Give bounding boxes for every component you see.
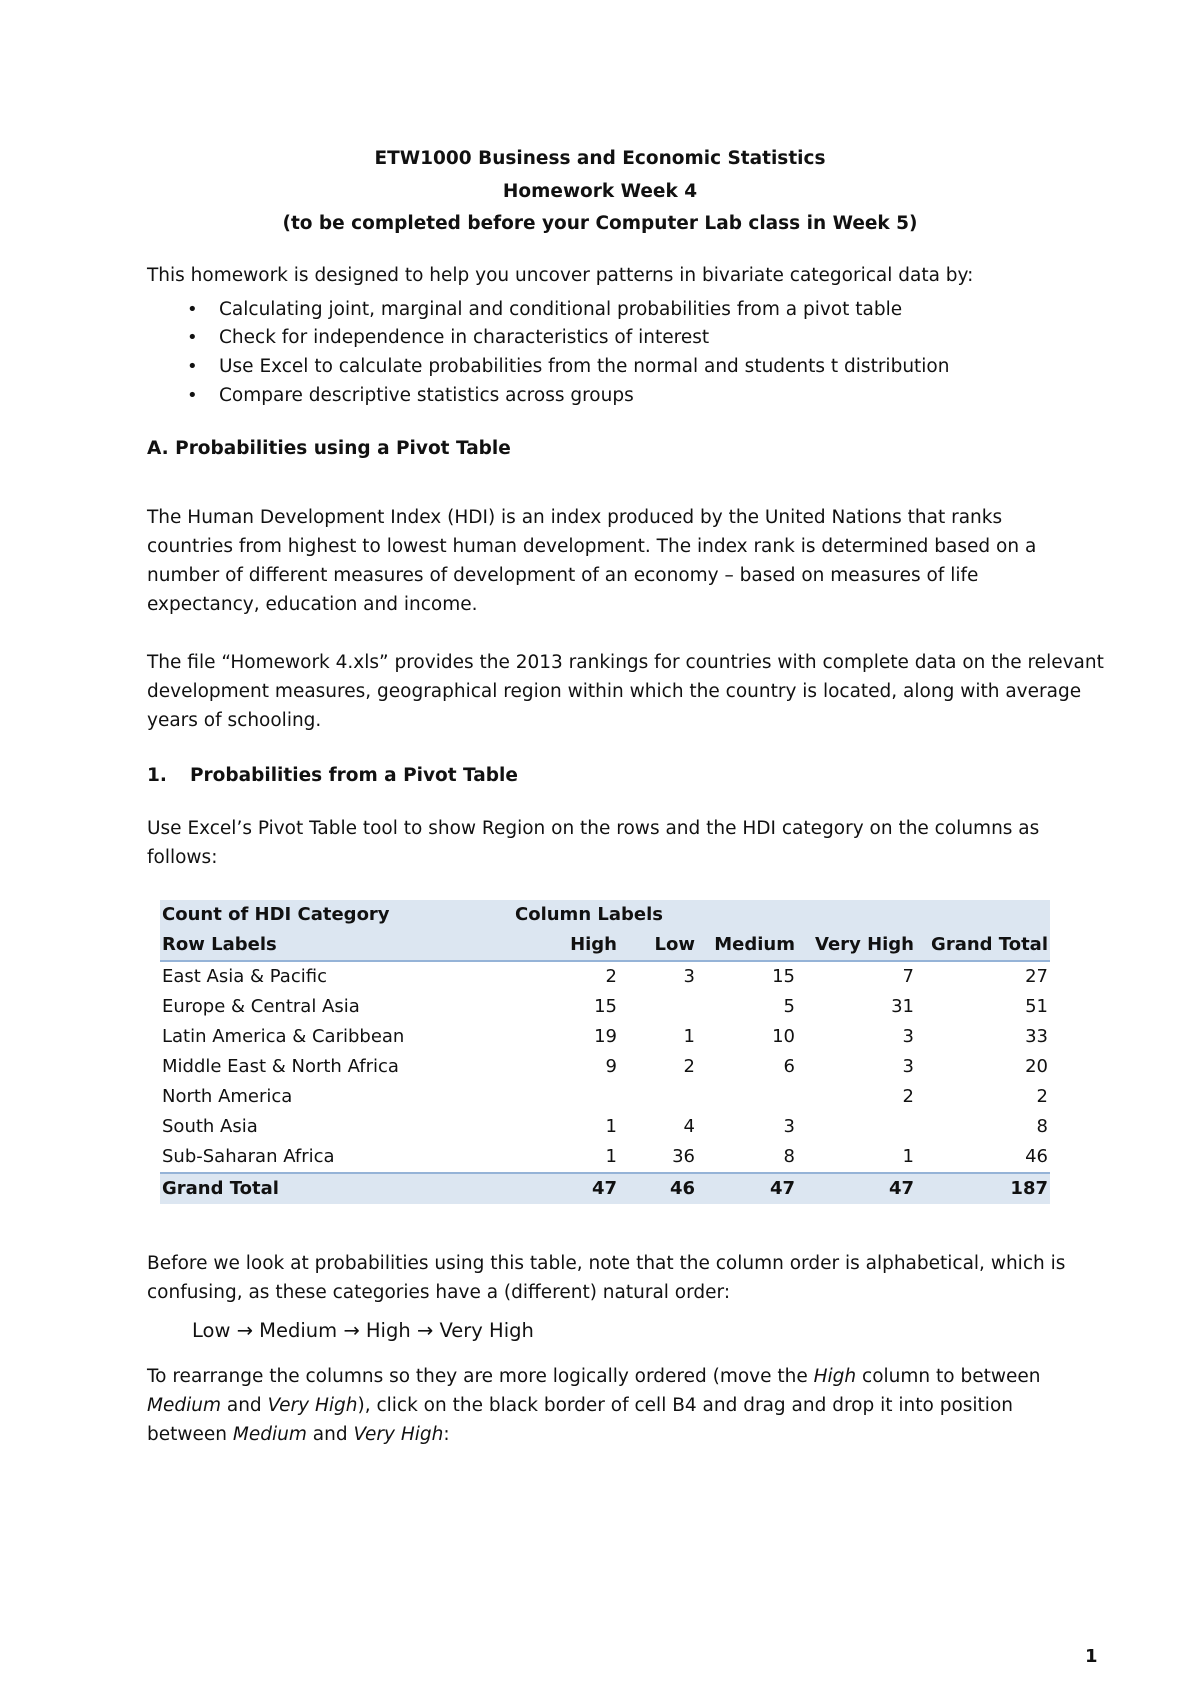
table-cell: 2 xyxy=(902,1086,914,1107)
table-cell: 46 xyxy=(669,1178,695,1199)
table-row xyxy=(160,962,1050,992)
bullet-icon: • xyxy=(187,327,198,348)
row-label: South Asia xyxy=(162,1116,258,1137)
pivot-title-row xyxy=(160,900,1050,930)
table-row xyxy=(160,1022,1050,1052)
table-cell: 3 xyxy=(902,1056,914,1077)
paragraph-line: countries from highest to lowest human development. The index rank is determined based on a xyxy=(147,536,1037,557)
table-row xyxy=(160,1142,1050,1172)
text-run: and xyxy=(306,1424,354,1445)
row-label: Latin America & Caribbean xyxy=(162,1026,405,1047)
section-title: Probabilities from a Pivot Table xyxy=(190,765,518,786)
text-run: column to between xyxy=(856,1366,1041,1387)
paragraph-line: Use Excel’s Pivot Table tool to show Region on the rows and the HDI category on the columns as xyxy=(147,818,1040,839)
section-1-heading xyxy=(147,764,1087,788)
document-title: ETW1000 Business and Economic Statistics xyxy=(374,148,826,169)
row-label: Europe & Central Asia xyxy=(162,996,360,1017)
table-cell: 2 xyxy=(1036,1086,1048,1107)
paragraph-line: The Human Development Index (HDI) is an index produced by the United Nations that ranks xyxy=(147,507,1003,528)
row-label: Sub-Saharan Africa xyxy=(162,1146,335,1167)
paragraph-line: number of different measures of development of an economy – based on measures of life xyxy=(147,565,979,586)
text-run: Medium xyxy=(147,1395,221,1416)
paragraph-line xyxy=(147,1394,1087,1418)
document-note: (to be completed before your Computer Lab class in Week 5) xyxy=(282,213,918,234)
table-cell: 15 xyxy=(772,966,795,987)
table-cell: 1 xyxy=(605,1116,617,1137)
order-item: Medium xyxy=(259,1319,338,1342)
table-cell: 5 xyxy=(783,996,795,1017)
table-cell: 51 xyxy=(1025,996,1048,1017)
table-cell: 187 xyxy=(1010,1178,1048,1199)
bullet-icon: • xyxy=(187,356,198,377)
column-header: High xyxy=(570,934,617,955)
table-cell: 47 xyxy=(591,1178,617,1199)
table-cell: 2 xyxy=(683,1056,695,1077)
text-run: between xyxy=(147,1424,233,1445)
text-run: : xyxy=(443,1424,450,1445)
grand-total-row xyxy=(160,1172,1050,1204)
column-header: Medium xyxy=(714,934,795,955)
arrow-icon: → xyxy=(343,1319,360,1342)
table-cell: 33 xyxy=(1025,1026,1048,1047)
category-order xyxy=(192,1318,534,1344)
text-run: Medium xyxy=(232,1424,307,1445)
order-item: Low xyxy=(192,1319,231,1342)
text-run: High xyxy=(813,1366,857,1387)
table-cell: 15 xyxy=(594,996,617,1017)
table-cell: 1 xyxy=(902,1146,914,1167)
table-cell: 4 xyxy=(683,1116,695,1137)
paragraph-line: Before we look at probabilities using this table, note that the column order is alphabetical, which is xyxy=(147,1253,1066,1274)
pivot-header-row xyxy=(160,930,1050,962)
row-label: Middle East & North Africa xyxy=(162,1056,399,1077)
table-cell: 3 xyxy=(683,966,695,987)
paragraph-line: years of schooling. xyxy=(147,710,322,731)
table-row xyxy=(160,1082,1050,1112)
section-number: 1. xyxy=(147,765,167,786)
text-run: Very High xyxy=(267,1395,358,1416)
document-subtitle: Homework Week 4 xyxy=(502,181,698,202)
paragraph-line: expectancy, education and income. xyxy=(147,594,478,615)
table-cell: 31 xyxy=(891,996,914,1017)
pivot-title: Count of HDI Category xyxy=(162,904,390,925)
table-cell: 36 xyxy=(672,1146,695,1167)
paragraph-line: development measures, geographical region within which the country is located, along with average xyxy=(147,681,1082,702)
table-cell: 46 xyxy=(1025,1146,1048,1167)
order-item: High xyxy=(365,1319,411,1342)
table-cell: 6 xyxy=(783,1056,795,1077)
table-cell: 2 xyxy=(605,966,617,987)
text-run: ), click on the black border of cell B4 and drag and drop it into position xyxy=(357,1395,1013,1416)
column-header: Low xyxy=(654,934,695,955)
row-label: Grand Total xyxy=(162,1178,279,1199)
row-label: East Asia & Pacific xyxy=(162,966,327,987)
column-labels: Column Labels xyxy=(515,904,663,925)
row-labels: Row Labels xyxy=(162,934,277,955)
table-cell: 19 xyxy=(594,1026,617,1047)
bullet-item: Compare descriptive statistics across groups xyxy=(219,385,634,406)
text-run: Very High xyxy=(353,1424,444,1445)
table-cell: 8 xyxy=(783,1146,795,1167)
table-cell: 47 xyxy=(888,1178,914,1199)
table-cell: 3 xyxy=(783,1116,795,1137)
bullet-item: Calculating joint, marginal and conditional probabilities from a pivot table xyxy=(219,299,903,320)
paragraph-line: follows: xyxy=(147,847,218,868)
bullet-icon: • xyxy=(187,299,198,320)
arrow-icon: → xyxy=(416,1319,434,1342)
order-item: Very High xyxy=(439,1319,534,1342)
bullet-icon: • xyxy=(187,385,198,406)
table-row xyxy=(160,1052,1050,1082)
paragraph-line xyxy=(147,1423,1087,1447)
column-header: Very High xyxy=(815,934,914,955)
table-cell: 7 xyxy=(902,966,914,987)
row-label: North America xyxy=(162,1086,293,1107)
table-cell: 47 xyxy=(769,1178,795,1199)
column-header: Grand Total xyxy=(931,934,1048,955)
paragraph-line: The file “Homework 4.xls” provides the 2013 rankings for countries with complete data on the relevant xyxy=(147,652,1104,673)
table-row xyxy=(160,992,1050,1022)
table-cell: 9 xyxy=(605,1056,617,1077)
arrow-icon: → xyxy=(236,1319,253,1342)
table-cell: 20 xyxy=(1025,1056,1048,1077)
table-cell: 3 xyxy=(902,1026,914,1047)
bullet-item: Use Excel to calculate probabilities from the normal and students t distribution xyxy=(219,356,950,377)
table-cell: 1 xyxy=(605,1146,617,1167)
table-row xyxy=(160,1112,1050,1142)
text-run: To rearrange the columns so they are more logically ordered (move the xyxy=(147,1366,814,1387)
table-cell: 10 xyxy=(772,1026,795,1047)
text-run: and xyxy=(220,1395,268,1416)
paragraph-line xyxy=(147,1365,1087,1389)
intro-text: This homework is designed to help you uncover patterns in bivariate categorical data by: xyxy=(147,265,974,286)
table-cell: 8 xyxy=(1036,1116,1048,1137)
table-cell: 27 xyxy=(1025,966,1048,987)
section-a-heading: A. Probabilities using a Pivot Table xyxy=(147,438,511,459)
page-number: 1 xyxy=(1085,1646,1098,1667)
bullet-item: Check for independence in characteristics of interest xyxy=(219,327,710,348)
table-cell: 1 xyxy=(683,1026,695,1047)
paragraph-line: confusing, as these categories have a (different) natural order: xyxy=(147,1282,731,1303)
